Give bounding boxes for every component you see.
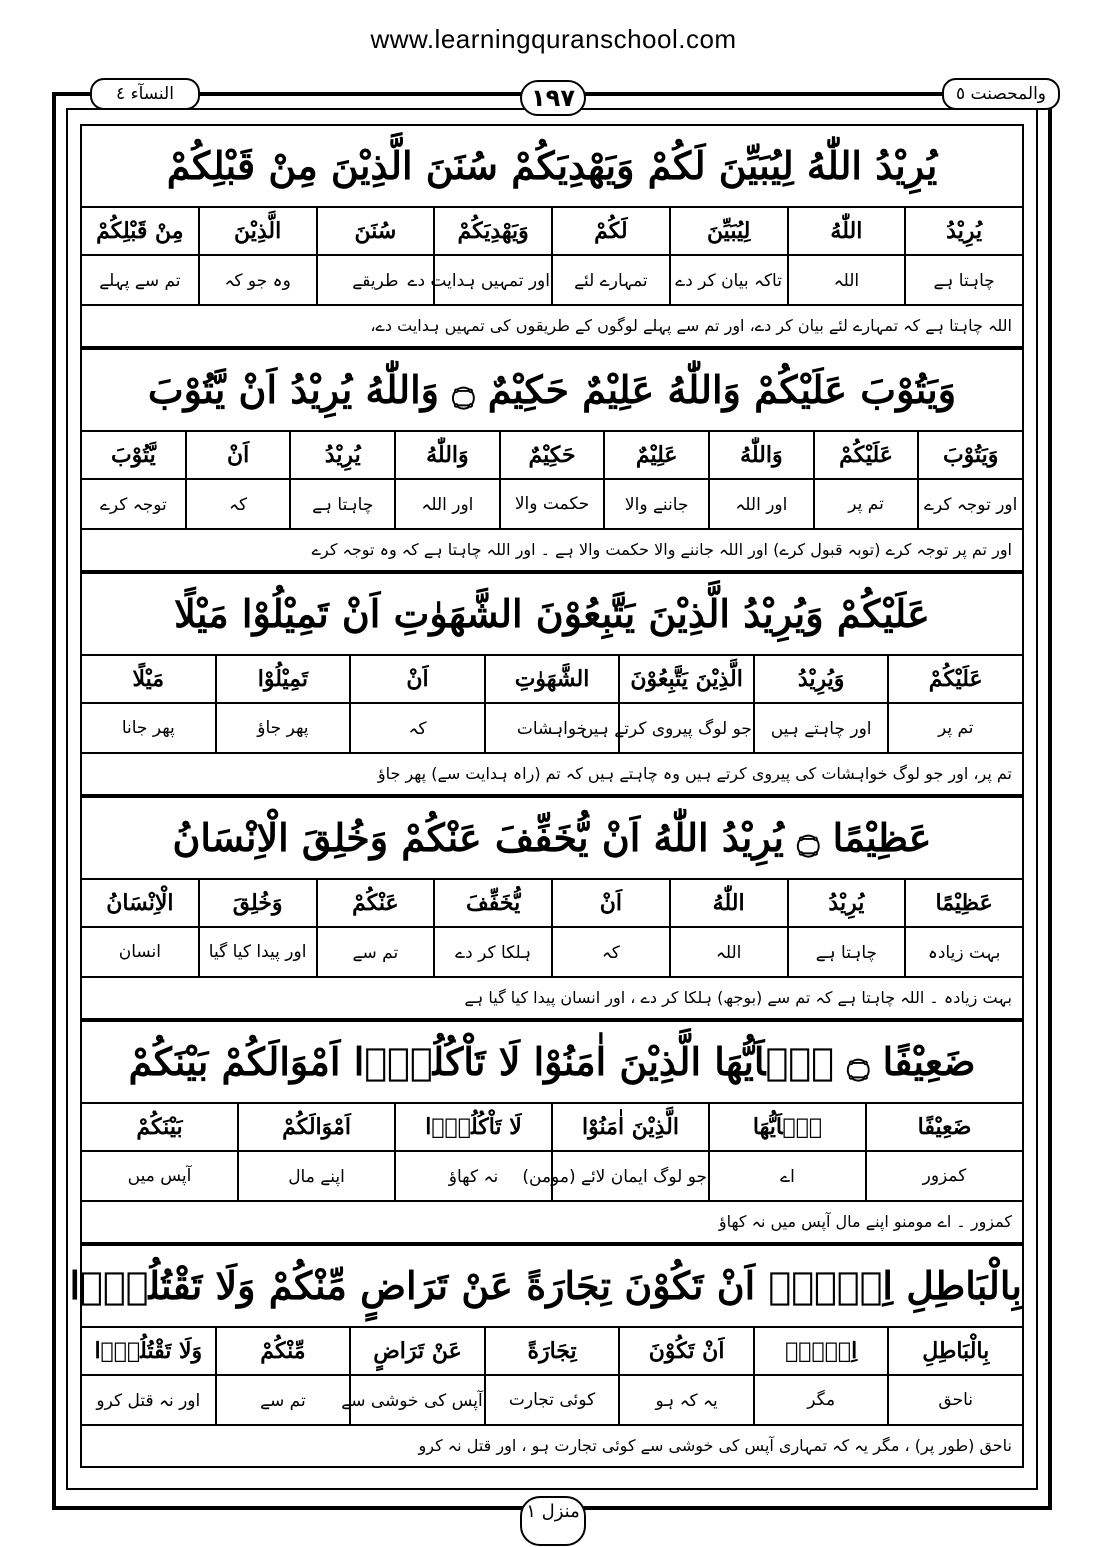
urdu-meaning: کہ <box>552 927 670 977</box>
urdu-meaning: چاہتا ہے <box>290 479 395 529</box>
urdu-meaning: ناحق <box>888 1375 1023 1425</box>
arabic-word: اَنْ <box>552 879 670 927</box>
verse-block <box>80 1020 1024 1244</box>
urdu-translation: تم پر، اور جو لوگ خواہشات کی پیروی کرتے ہیں وہ چاہتے ہیں کہ تم (راہ ہدایت سے) پھر جاؤ <box>80 754 1024 796</box>
word-table <box>80 1326 1024 1426</box>
word-table <box>80 430 1024 530</box>
urdu-meaning: بہت زیادہ <box>905 927 1023 977</box>
verse-text: يُرِيْدُ اللّٰهُ لِيُبَيِّنَ لَكُمْ وَيَهْدِيَكُمْ سُنَنَ الَّذِيْنَ مِنْ قَبْلِكُمْ <box>80 124 1024 206</box>
arabic-word: عَنْكُمْ <box>317 879 435 927</box>
arabic-word: يُرِيْدُ <box>290 431 395 479</box>
urdu-translation: کمزور ۔ اے مومنو اپنے مال آپس میں نہ کھاؤ <box>80 1202 1024 1244</box>
urdu-meaning: انسان <box>81 927 199 977</box>
word-table <box>80 1102 1024 1202</box>
arabic-word: اِلَّاۤ <box>754 1327 889 1375</box>
urdu-meaning: تم سے <box>317 927 435 977</box>
arabic-word: تِجَارَةً <box>485 1327 620 1375</box>
arabic-word: يُّخَفِّفَ <box>434 879 552 927</box>
urdu-meanings-row <box>81 479 1023 529</box>
arabic-word: ضَعِيْفًا <box>866 1103 1023 1151</box>
urdu-meanings-row <box>81 927 1023 977</box>
urdu-meaning: آپس میں <box>81 1151 238 1201</box>
arabic-word: وَيَهْدِيَكُمْ <box>434 207 552 255</box>
urdu-meaning: آپس کی خوشی سے <box>350 1375 485 1425</box>
urdu-translation: بہت زیادہ ۔ اللہ چاہتا ہے کہ تم سے (بوجھ) ہلکا کر دے ، اور انسان پیدا کیا گیا ہے <box>80 978 1024 1020</box>
arabic-word: تَمِيْلُوْا <box>216 655 351 703</box>
verse-text: بِالْبَاطِلِ اِلَّاۤ اَنْ تَكُوْنَ تِجَارَةً عَنْ تَرَاضٍ مِّنْكُمْ وَلَا تَقْتُلُوْۤا <box>80 1244 1024 1326</box>
arabic-word: اَنْ <box>350 655 485 703</box>
urdu-meaning: وہ جو کہ <box>199 255 317 305</box>
verse-text: ضَعِيْفًا ۝ يٰۤاَيُّهَا الَّذِيْنَ اٰمَنُوْا لَا تَاْكُلُوْۤا اَمْوَالَكُمْ بَيْنَكُمْ <box>80 1020 1024 1102</box>
urdu-meaning: نہ کھاؤ <box>395 1151 552 1201</box>
arabic-word: سُنَنَ <box>317 207 435 255</box>
arabic-word: عَلَيْكُمْ <box>888 655 1023 703</box>
arabic-word: عَظِيْمًا <box>905 879 1023 927</box>
urdu-meaning: ہلکا کر دے <box>434 927 552 977</box>
arabic-word: عَنْ تَرَاضٍ <box>350 1327 485 1375</box>
urdu-meaning: توجہ کرے <box>81 479 186 529</box>
page-number: ۱۹۷ <box>520 80 586 116</box>
urdu-meaning: خواہشات <box>485 703 620 753</box>
urdu-meaning: چاہتا ہے <box>905 255 1023 305</box>
urdu-translation: ناحق (طور پر) ، مگر یہ کہ تمہاری آپس کی خوشی سے کوئی تجارت ہو ، اور قتل نہ کرو <box>80 1426 1024 1468</box>
juz-label: والمحصنت ٥ <box>942 78 1060 110</box>
urdu-meaning: اللہ <box>670 927 788 977</box>
urdu-meaning: حکمت والا <box>500 479 605 529</box>
arabic-words-row <box>81 655 1023 703</box>
urdu-meanings-row <box>81 1375 1023 1425</box>
arabic-words-row <box>81 1103 1023 1151</box>
urdu-meaning: تم پر <box>814 479 919 529</box>
arabic-word: وَيُرِيْدُ <box>754 655 889 703</box>
arabic-word: وَاللّٰهُ <box>709 431 814 479</box>
arabic-word: مِنْ قَبْلِكُمْ <box>81 207 199 255</box>
arabic-words-row <box>81 1327 1023 1375</box>
verse-block <box>80 348 1024 572</box>
word-table <box>80 654 1024 754</box>
arabic-word: يُرِيْدُ <box>788 879 906 927</box>
arabic-word: اَنْ <box>186 431 291 479</box>
urdu-meaning: جو لوگ پیروی کرتے ہیں <box>619 703 754 753</box>
urdu-meaning: اور توجہ کرے <box>918 479 1023 529</box>
urdu-translation: اور تم پر توجہ کرے (توبہ قبول کرے) اور اللہ جاننے والا حکمت والا ہے ۔ اور اللہ چاہتا ہے کہ وہ توجہ کرے <box>80 530 1024 572</box>
urdu-meanings-row <box>81 1151 1023 1201</box>
urdu-meaning: پھر جانا <box>81 703 216 753</box>
urdu-meaning: کہ <box>186 479 291 529</box>
arabic-word: بِالْبَاطِلِ <box>888 1327 1023 1375</box>
verse-block <box>69 1244 1024 1468</box>
urdu-meaning: جو لوگ ایمان لائے (مومن) <box>552 1151 709 1201</box>
arabic-word: حَكِيْمٌ <box>500 431 605 479</box>
verse-content <box>69 124 1024 1468</box>
arabic-word: اَنْ تَكُوْنَ <box>619 1327 754 1375</box>
arabic-word: يٰۤاَيُّهَا <box>709 1103 866 1151</box>
arabic-word: مِّنْكُمْ <box>216 1327 351 1375</box>
urdu-meaning: یہ کہ ہو <box>619 1375 754 1425</box>
urdu-meaning: چاہتا ہے <box>788 927 906 977</box>
urdu-meaning: پھر جاؤ <box>216 703 351 753</box>
arabic-word: وَخُلِقَ <box>199 879 317 927</box>
arabic-word: اللّٰهُ <box>788 207 906 255</box>
verse-text: عَلَيْكُمْ وَيُرِيْدُ الَّذِيْنَ يَتَّبِعُوْنَ الشَّهَوٰتِ اَنْ تَمِيْلُوْا مَيْلًا <box>80 572 1024 654</box>
urdu-translation: اللہ چاہتا ہے کہ تمہارے لئے بیان کر دے، اور تم سے پہلے لوگوں کے طریقوں کی تمہیں ہدایت دے، <box>80 306 1024 348</box>
urdu-meaning: اور چاہتے ہیں <box>754 703 889 753</box>
arabic-word: اَمْوَالَكُمْ <box>238 1103 395 1151</box>
urdu-meaning: اور اللہ <box>395 479 500 529</box>
urdu-meaning: تم سے پہلے <box>81 255 199 305</box>
urdu-meaning: تم پر <box>888 703 1023 753</box>
urdu-meaning: اور نہ قتل کرو <box>81 1375 216 1425</box>
verse-block <box>80 572 1024 796</box>
urdu-meaning: تاکہ بیان کر دے <box>670 255 788 305</box>
arabic-words-row <box>81 431 1023 479</box>
arabic-word: لَا تَاْكُلُوْۤا <box>395 1103 552 1151</box>
arabic-word: الشَّهَوٰتِ <box>485 655 620 703</box>
arabic-words-row <box>81 207 1023 255</box>
urdu-meaning: اور اللہ <box>709 479 814 529</box>
arabic-word: الَّذِيْنَ <box>199 207 317 255</box>
arabic-word: الْاِنْسَانُ <box>81 879 199 927</box>
urdu-meaning: تم سے <box>216 1375 351 1425</box>
manzil-marker: منزل ١ <box>520 1496 586 1546</box>
arabic-word: وَاللّٰهُ <box>395 431 500 479</box>
urdu-meanings-row <box>81 255 1023 305</box>
arabic-word: عَلِيْمٌ <box>604 431 709 479</box>
verse-block <box>80 124 1024 348</box>
arabic-word: لِيُبَيِّنَ <box>670 207 788 255</box>
arabic-word: الَّذِيْنَ يَتَّبِعُوْنَ <box>619 655 754 703</box>
urdu-meaning: مگر <box>754 1375 889 1425</box>
arabic-word: يَّتُوْبَ <box>81 431 186 479</box>
arabic-word: يُرِيْدُ <box>905 207 1023 255</box>
arabic-word: الَّذِيْنَ اٰمَنُوْا <box>552 1103 709 1151</box>
arabic-word: وَيَتُوْبَ <box>918 431 1023 479</box>
urdu-meaning: اور تمہیں ہدایت دے <box>434 255 552 305</box>
arabic-word: لَكُمْ <box>552 207 670 255</box>
urdu-meaning: کوئی تجارت <box>485 1375 620 1425</box>
arabic-word: اللّٰهُ <box>670 879 788 927</box>
urdu-meaning: اور پیدا کیا گیا <box>199 927 317 977</box>
surah-label: النسآء ٤ <box>90 78 200 110</box>
arabic-word: عَلَيْكُمْ <box>814 431 919 479</box>
urdu-meaning: جاننے والا <box>604 479 709 529</box>
arabic-words-row <box>81 879 1023 927</box>
urdu-meaning: اللہ <box>788 255 906 305</box>
verse-text: عَظِيْمًا ۝ يُرِيْدُ اللّٰهُ اَنْ يُّخَفِّفَ عَنْكُمْ وَخُلِقَ الْاِنْسَانُ <box>80 796 1024 878</box>
word-table <box>80 878 1024 978</box>
website-url: www.learningquranschool.com <box>370 24 737 54</box>
arabic-word: بَيْنَكُمْ <box>81 1103 238 1151</box>
urdu-meaning: اے <box>709 1151 866 1201</box>
verse-block <box>80 796 1024 1020</box>
verse-text: وَيَتُوْبَ عَلَيْكُمْ وَاللّٰهُ عَلِيْمٌ حَكِيْمٌ ۝ وَاللّٰهُ يُرِيْدُ اَنْ يَّتُوْبَ <box>80 348 1024 430</box>
word-table <box>80 206 1024 306</box>
arabic-word: مَيْلًا <box>81 655 216 703</box>
urdu-meaning: طریقے <box>317 255 435 305</box>
urdu-meaning: کہ <box>350 703 485 753</box>
urdu-meanings-row <box>81 703 1023 753</box>
urdu-meaning: تمہارے لئے <box>552 255 670 305</box>
arabic-word: وَلَا تَقْتُلُوْۤا <box>81 1327 216 1375</box>
urdu-meaning: کمزور <box>866 1151 1023 1201</box>
urdu-meaning: اپنے مال <box>238 1151 395 1201</box>
